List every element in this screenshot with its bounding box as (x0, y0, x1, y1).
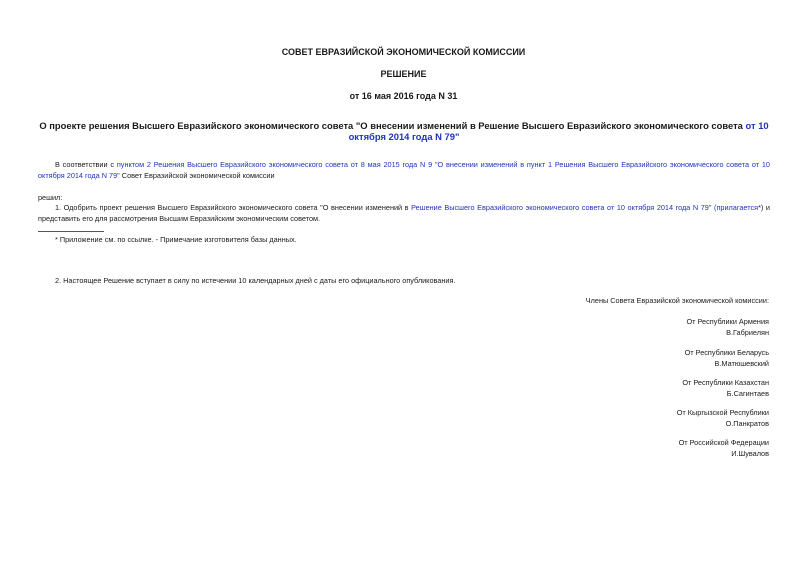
item-1-attachment-link[interactable]: прилагается (716, 203, 759, 212)
signature-country: От Российской Федерации (678, 438, 769, 447)
signature-block (549, 348, 769, 369)
organization-heading: СОВЕТ ЕВРАЗИЙСКОЙ ЭКОНОМИЧЕСКОЙ КОМИССИИ (281, 47, 526, 57)
date-number-heading: от 16 мая 2016 года N 31 (349, 91, 458, 101)
preamble-prefix: В соответствии с (55, 160, 117, 169)
footnote: * Приложение см. по ссылке. - Примечание изготовителя базы данных. (55, 235, 297, 244)
signature-country: От Кыргызской Республики (676, 408, 769, 417)
signatures-heading: Члены Совета Евразийской экономической комиссии: (585, 296, 769, 305)
resolved-label: решил: (38, 193, 63, 202)
signature-name: И.Шувалов (731, 448, 769, 458)
signature-name: В.Габриелян (726, 327, 769, 337)
signature-name: В.Матюшевский (714, 358, 769, 368)
signature-block (549, 408, 769, 429)
document-title (38, 120, 770, 142)
preamble-suffix: Совет Евразийской экономической комиссии (119, 170, 275, 180)
preamble-paragraph (38, 160, 770, 181)
signature-block (549, 438, 769, 459)
item-1-suffix: *) и представить его для рассмотрения Высшим Евразийским экономическим советом. (38, 203, 770, 223)
item-1-paragraph (38, 203, 770, 224)
footnote-divider (38, 231, 104, 232)
title-link[interactable]: от 10 октября 2014 года N 79 (348, 120, 769, 142)
signature-name: О.Панкратов (725, 418, 769, 428)
signature-country: От Республики Беларусь (684, 348, 769, 357)
signature-name: Б.Сагинтаев (726, 388, 769, 398)
item-1-prefix: 1. Одобрить проект решения Высшего Евразийского экономического совета "О внесении изменений в (55, 203, 412, 212)
title-suffix: " (454, 131, 460, 142)
item-2-paragraph: 2. Настоящее Решение вступает в силу по истечении 10 календарных дней с даты его официального опубликования. (55, 276, 456, 285)
document-type-heading: РЕШЕНИЕ (380, 69, 427, 79)
preamble-link[interactable]: пунктом 2 Решения Высшего Евразийского экономического совета от 8 мая 2015 года N 9 "О внесении изменений в пункт 1 Решения Высшего Евразийского экономического совета от 10 октября 2014 года N 79" (38, 160, 770, 180)
signature-country: От Республики Армения (686, 317, 769, 326)
signature-country: От Республики Казахстан (682, 378, 769, 387)
signature-block (549, 378, 769, 399)
item-1-link[interactable]: Решение Высшего Евразийского экономического совета от 10 октября 2014 года N 79 (411, 203, 709, 212)
item-1-mid: " ( (708, 203, 717, 212)
title-text: О проекте решения Высшего Евразийского экономического совета "О внесении изменений в Решение Высшего Евразийского экономического совета (39, 120, 746, 131)
signature-block (549, 317, 769, 338)
